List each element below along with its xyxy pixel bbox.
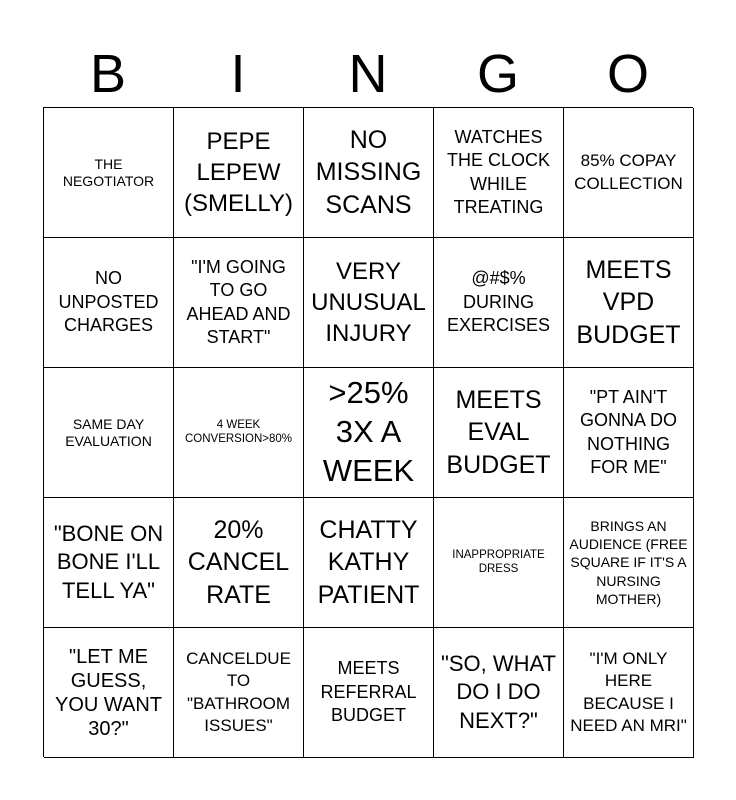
bingo-square[interactable]: SAME DAY EVALUATION [44,368,174,498]
bingo-square[interactable]: "BONE ON BONE I'LL TELL YA" [44,498,174,628]
bingo-square[interactable]: @#$% DURING EXERCISES [434,238,564,368]
header-letter-n: N [348,44,388,104]
bingo-header [43,40,693,108]
bingo-square[interactable]: NO MISSING SCANS [304,108,434,238]
bingo-square[interactable]: BRINGS AN AUDIENCE (FREE SQUARE IF IT'S A NURSING MOTHER) [564,498,694,628]
bingo-square[interactable]: >25% 3X A WEEK [304,368,434,498]
bingo-square[interactable]: "LET ME GUESS, YOU WANT 30?" [44,628,174,758]
bingo-square[interactable]: NO UNPOSTED CHARGES [44,238,174,368]
bingo-square[interactable]: MEETS REFERRAL BUDGET [304,628,434,758]
header-letter-b: B [89,44,127,104]
bingo-square[interactable]: INAPPROPRIATE DRESS [434,498,564,628]
bingo-board [43,107,693,757]
bingo-square[interactable]: VERY UNUSUAL INJURY [304,238,434,368]
bingo-square[interactable]: "I'M GOING TO GO AHEAD AND START" [174,238,304,368]
bingo-square[interactable]: 20% CANCEL RATE [174,498,304,628]
bingo-square[interactable]: CHATTY KATHY PATIENT [304,498,434,628]
header-letter-o: O [606,44,649,104]
bingo-square[interactable]: 4 WEEK CONVERSION>80% [174,368,304,498]
bingo-square[interactable]: WATCHES THE CLOCK WHILE TREATING [434,108,564,238]
bingo-square[interactable]: "I'M ONLY HERE BECAUSE I NEED AN MRI" [564,628,694,758]
bingo-square[interactable]: 85% COPAY COLLECTION [564,108,694,238]
bingo-square[interactable]: PEPE LEPEW (SMELLY) [174,108,304,238]
header-letter-g: G [476,44,519,104]
header-letter-i: I [230,44,246,104]
bingo-square[interactable]: MEETS VPD BUDGET [564,238,694,368]
bingo-square[interactable]: "PT AIN'T GONNA DO NOTHING FOR ME" [564,368,694,498]
bingo-square[interactable]: THE NEGOTIATOR [44,108,174,238]
bingo-square[interactable]: MEETS EVAL BUDGET [434,368,564,498]
bingo-square[interactable]: "SO, WHAT DO I DO NEXT?" [434,628,564,758]
bingo-square[interactable]: CANCELDUE TO "BATHROOM ISSUES" [174,628,304,758]
